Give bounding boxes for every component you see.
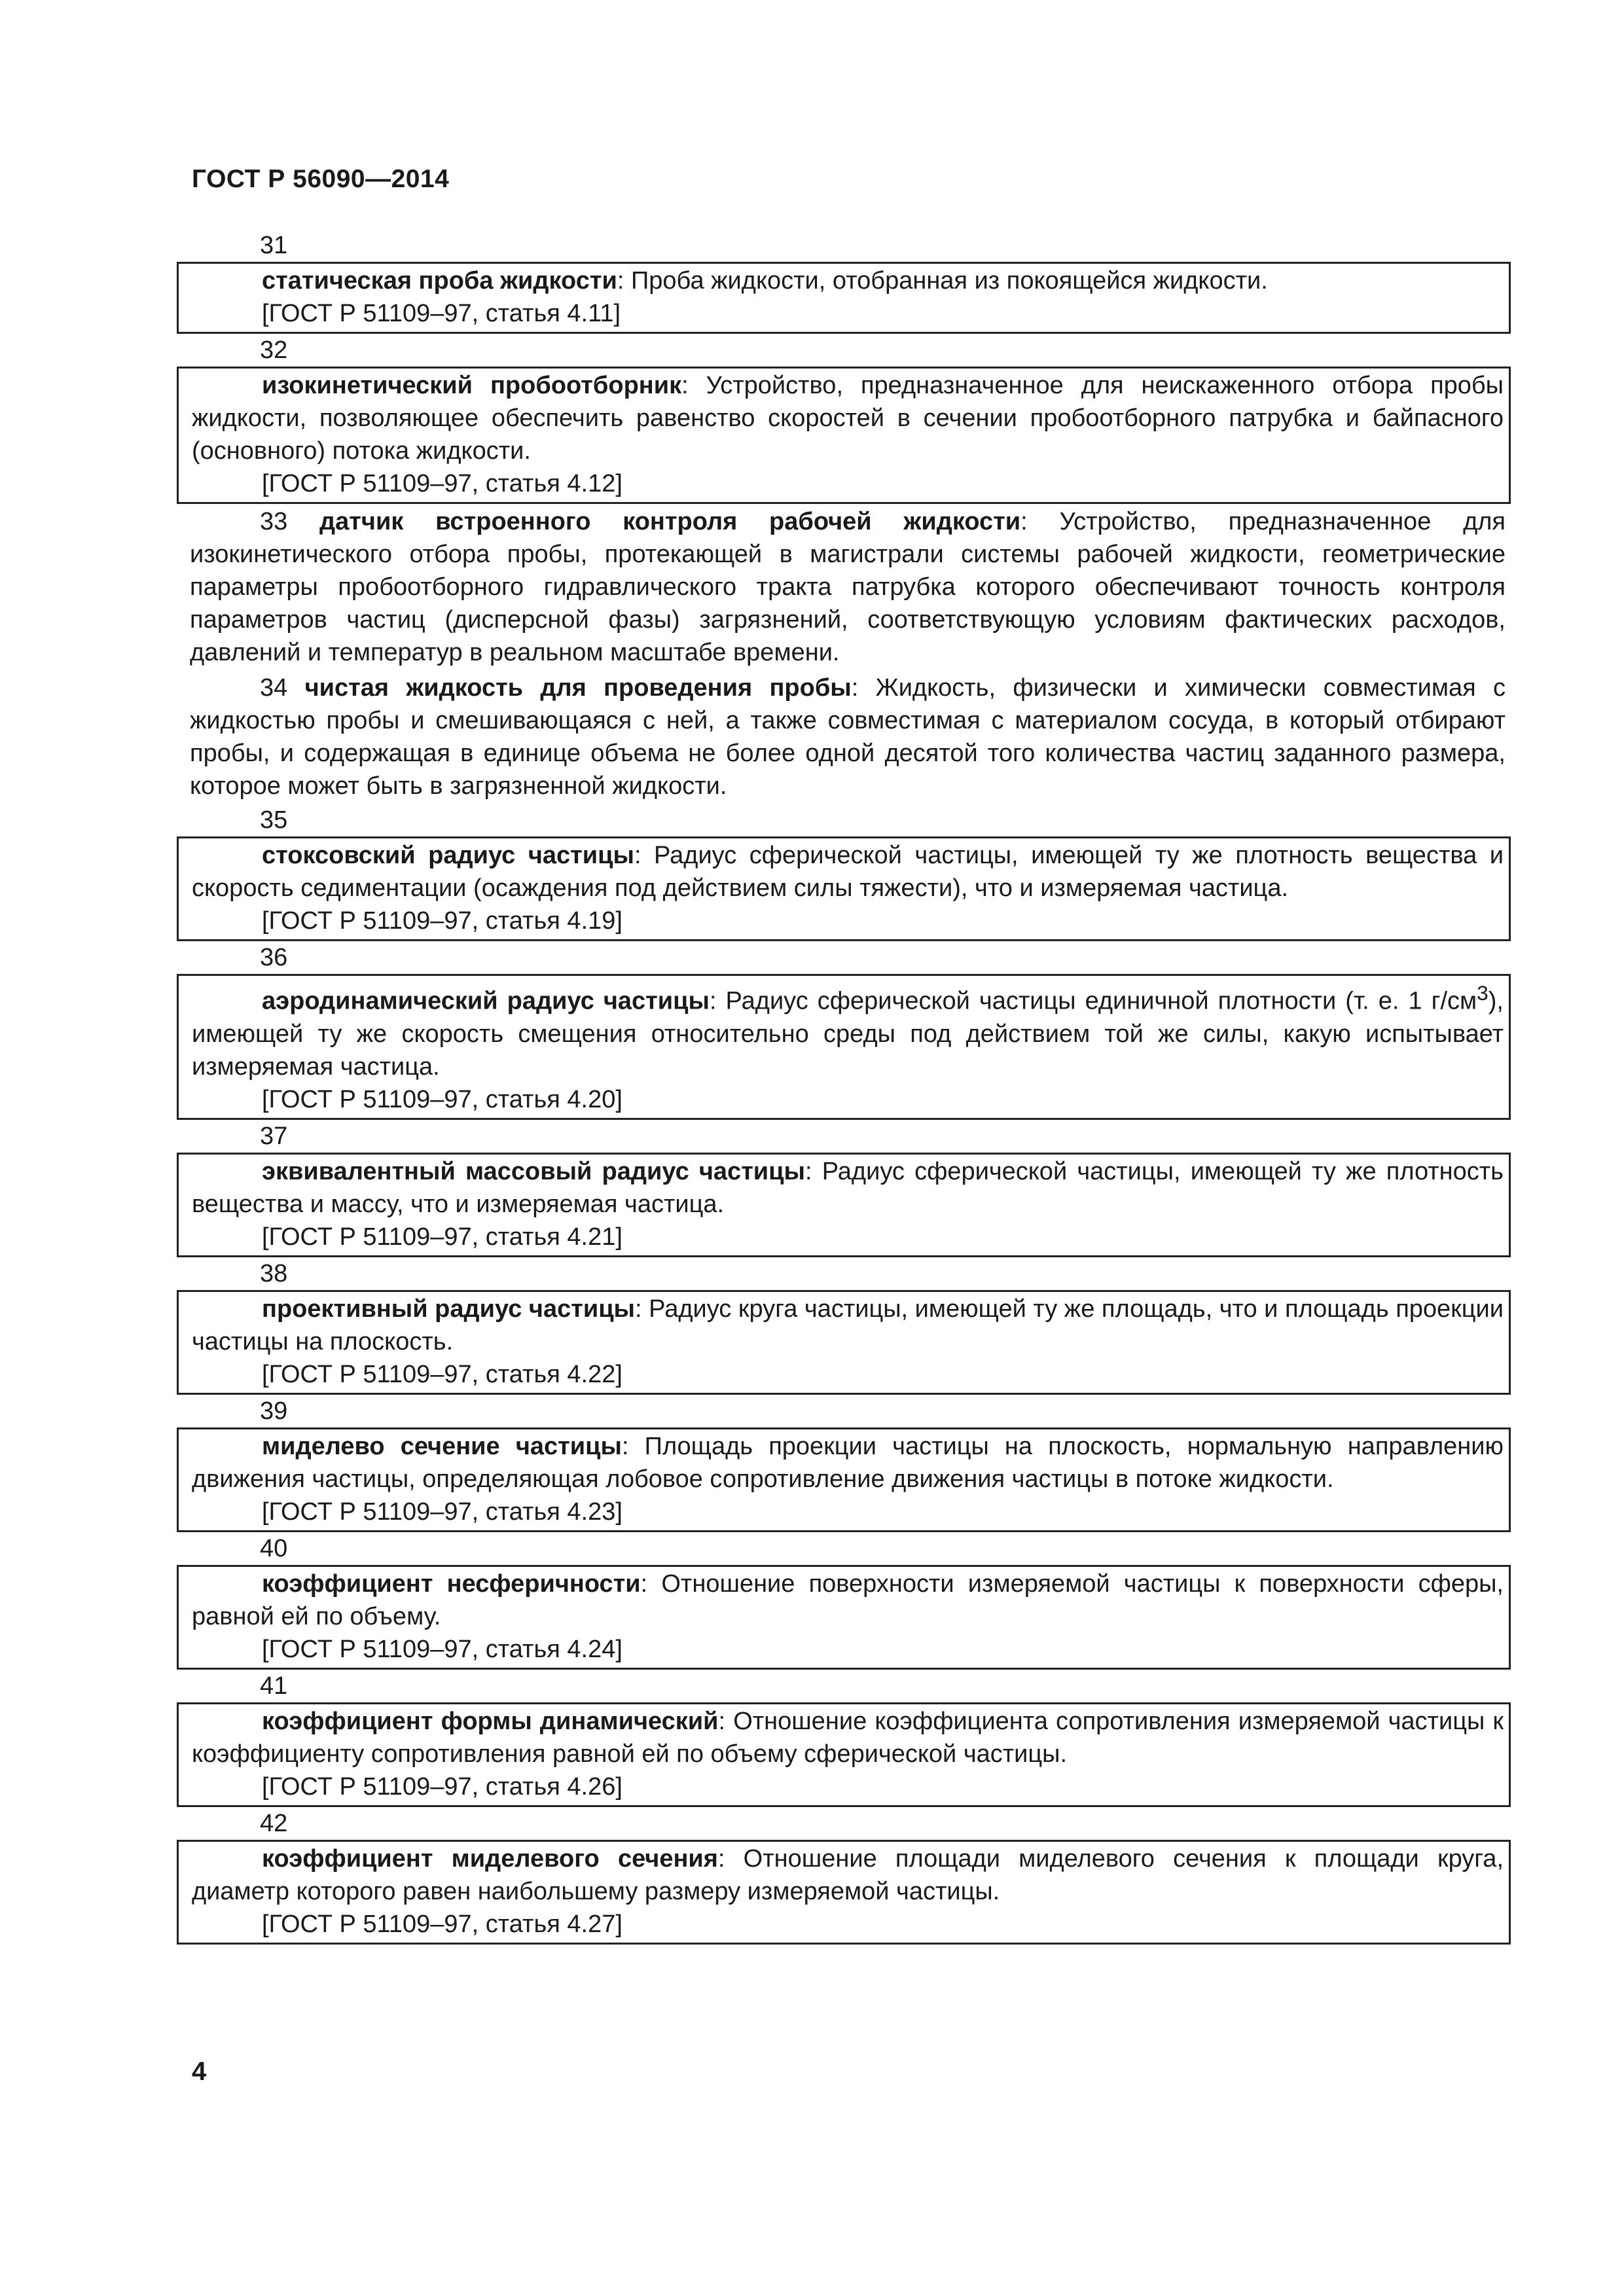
- term-number: 31: [260, 232, 288, 259]
- term-name: датчик встроенного контроля рабочей жидкости: [319, 508, 1021, 535]
- term-reference: [ГОСТ Р 51109–97, статья 4.22]: [262, 1360, 623, 1388]
- term-entry: [177, 1840, 1511, 1945]
- term-definition: : Радиус сферической частицы, имеющей ту же плотность вещества и скорость седиментации (осаждения под действием силы тяжести), что и измеряемая частица.: [192, 842, 1504, 902]
- term-entry-unboxed: [177, 670, 1511, 804]
- term-definition: : Устройство, предназначенное для неискаженного отбора пробы жидкости, позволяющее обеспечить равенство скоростей в сечении пробоотборного патрубка и байпасного (основного) потока жидкости.: [192, 372, 1504, 465]
- term-definition: : Отношение поверхности измеряемой частицы к поверхности сферы, равной ей по объему.: [192, 1570, 1504, 1630]
- term-name: изокинетический пробоотборник: [262, 372, 682, 399]
- term-name: проективный радиус частицы: [262, 1295, 635, 1323]
- term-number: 32: [260, 336, 288, 364]
- term-number: 36: [260, 944, 288, 971]
- term-entry: [177, 836, 1511, 941]
- term-name: миделево сечение частицы: [262, 1432, 622, 1460]
- term-reference: [ГОСТ Р 51109–97, статья 4.23]: [262, 1498, 623, 1526]
- term-number: 37: [260, 1122, 288, 1150]
- term-reference: [ГОСТ Р 51109–97, статья 4.21]: [262, 1223, 623, 1251]
- term-reference: [ГОСТ Р 51109–97, статья 4.12]: [262, 470, 623, 497]
- term-reference: [ГОСТ Р 51109–97, статья 4.24]: [262, 1635, 623, 1663]
- term-definition: : Отношение коэффициента сопротивления измеряемой частицы к коэффициенту сопротивления равной ей по объему сферической частицы.: [192, 1707, 1504, 1768]
- term-name: статическая проба жидкости: [262, 267, 617, 295]
- term-definition: : Радиус сферической частицы единичной плотности (т. е. 1 г/см: [709, 987, 1477, 1015]
- document-header: ГОСТ Р 56090—2014: [192, 165, 450, 193]
- term-entry: [177, 367, 1511, 504]
- term-definition: : Проба жидкости, отобранная из покоящейся жидкости.: [617, 267, 1268, 295]
- page-number: 4: [192, 2057, 207, 2086]
- term-entry: [177, 1702, 1511, 1807]
- term-number: 38: [260, 1259, 288, 1287]
- term-reference: [ГОСТ Р 51109–97, статья 4.27]: [262, 1910, 623, 1938]
- term-definition: : Отношение площади миделевого сечения к площади круга, диаметр которого равен наибольшему размеру измеряемой частицы.: [192, 1844, 1504, 1905]
- term-entry: [177, 262, 1511, 334]
- term-definition: : Радиус сферической частицы, имеющей ту же плотность вещества и массу, что и измеряемая частица.: [192, 1157, 1504, 1218]
- term-name: стоксовский радиус частицы: [262, 842, 634, 869]
- term-entry: [177, 1565, 1511, 1670]
- terms-list: [177, 229, 1511, 1945]
- term-name: эквивалентный массовый радиус частицы: [262, 1157, 805, 1185]
- term-number-inline: 34: [260, 674, 288, 702]
- term-reference: [ГОСТ Р 51109–97, статья 4.11]: [262, 300, 621, 327]
- term-definition-cont: ), имеющей ту же скорость смещения относительно среды под действием той же силы, какую испытывает измеряемая частица.: [192, 987, 1504, 1081]
- term-number: 39: [260, 1397, 288, 1425]
- term-number: 40: [260, 1534, 288, 1562]
- term-name: коэффициент несферичности: [262, 1570, 641, 1598]
- term-reference: [ГОСТ Р 51109–97, статья 4.26]: [262, 1772, 623, 1801]
- term-name: коэффициент формы динамический: [262, 1707, 719, 1735]
- term-name: коэффициент миделевого сечения: [262, 1844, 718, 1873]
- term-entry-unboxed: [177, 504, 1511, 670]
- term-name: аэродинамический радиус частицы: [262, 987, 710, 1015]
- superscript: 3: [1477, 981, 1489, 1005]
- term-number: 42: [260, 1809, 288, 1837]
- term-entry: [177, 974, 1511, 1120]
- term-number-inline: 33: [260, 508, 288, 535]
- term-entry: [177, 1153, 1511, 1257]
- term-definition: : Площадь проекции частицы на плоскость, нормальную направлению движения частицы, определяющая лобовое сопротивление движения частицы в потоке жидкости.: [192, 1432, 1504, 1493]
- term-entry: [177, 1290, 1511, 1395]
- term-definition: : Жидкость, физически и химически совместимая с жидкостью пробы и смешивающаяся с ней, а также совместимая с материалом сосуда, в который отбирают пробы, и содержащая в единице объема не более одной десятой того количества частиц заданного размера, которое может быть в загрязненной жидкости.: [190, 674, 1506, 800]
- term-number: 35: [260, 806, 288, 834]
- term-reference: [ГОСТ Р 51109–97, статья 4.19]: [262, 907, 623, 935]
- term-definition: : Устройство, предназначенное для изокинетического отбора пробы, протекающей в магистрали системы рабочей жидкости, геометрические параметры пробоотборного гидравлического тракта патрубка которого обеспечивают точность контроля параметров частиц (дисперсной фазы) загрязнений, соответствующую условиям фактических расходов, давлений и температур в реальном масштабе времени.: [190, 508, 1506, 666]
- term-reference: [ГОСТ Р 51109–97, статья 4.20]: [262, 1085, 623, 1113]
- term-name: чистая жидкость для проведения пробы: [304, 674, 852, 702]
- term-entry: [177, 1427, 1511, 1532]
- term-definition: : Радиус круга частицы, имеющей ту же площадь, что и площадь проекции частицы на плоскость.: [192, 1295, 1504, 1355]
- term-number: 41: [260, 1672, 288, 1700]
